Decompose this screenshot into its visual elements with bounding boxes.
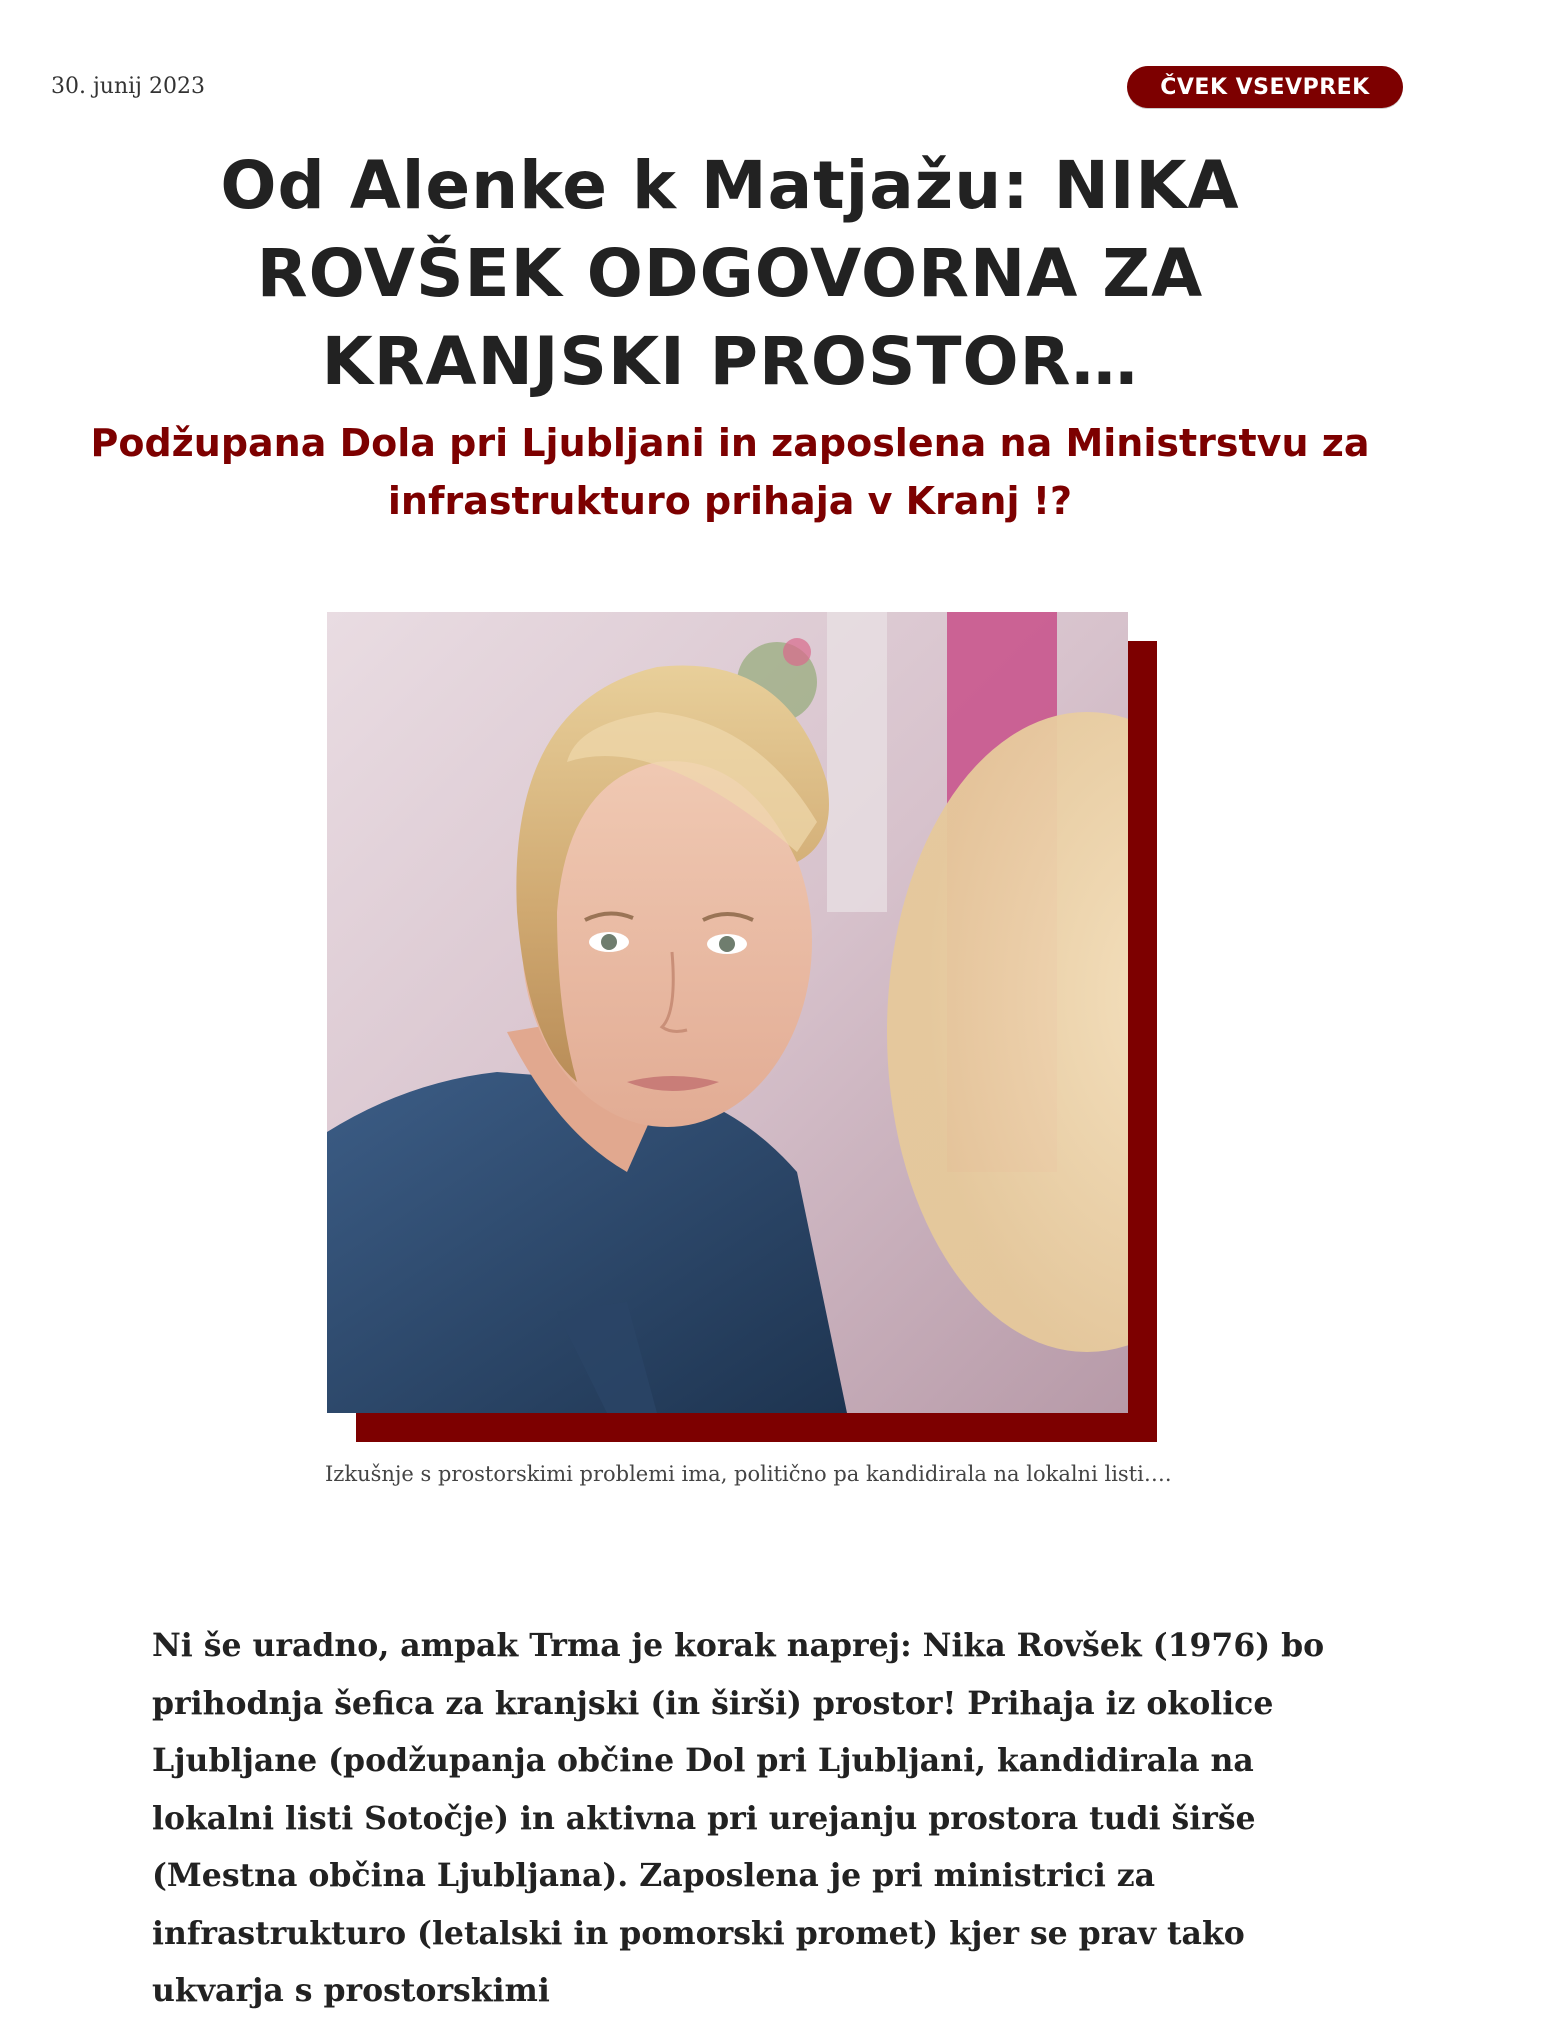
article-featured-photo [327,612,1128,1413]
photo-caption: Izkušnje s prostorskimi problemi ima, politično pa kandidirala na lokalni listi…. [325,1462,1172,1486]
category-badge-link[interactable]: ČVEK VSEVPREK [1127,66,1403,108]
article-date: 30. junij 2023 [51,74,205,99]
article-subheadline: Podžupana Dola pri Ljubljani in zaposlena na Ministrstvu za infrastrukturo prihaja v Kranj !? [90,421,1370,523]
article-headline: Od Alenke k Matjažu: NIKA ROVŠEK ODGOVORNA ZA KRANJSKI PROSTOR… [220,147,1240,400]
article-body-paragraph: Ni še uradno, ampak Trma je korak naprej: Nika Rovšek (1976) bo prihodnja šefica za kranjski (in širši) prostor! Prihaja iz okolice Ljubljane (podžupanja občine Dol pri Ljubljani, kandidirala na lokalni listi Sotočje) in aktivna pri urejanju prostora tudi širše (Mestna občina Ljubljana). Zaposlena je pri ministrici za infrastrukturo (letalski in pomorski promet) kjer se prav tako ukvarja s prostorskimi [152,1627,1325,2009]
